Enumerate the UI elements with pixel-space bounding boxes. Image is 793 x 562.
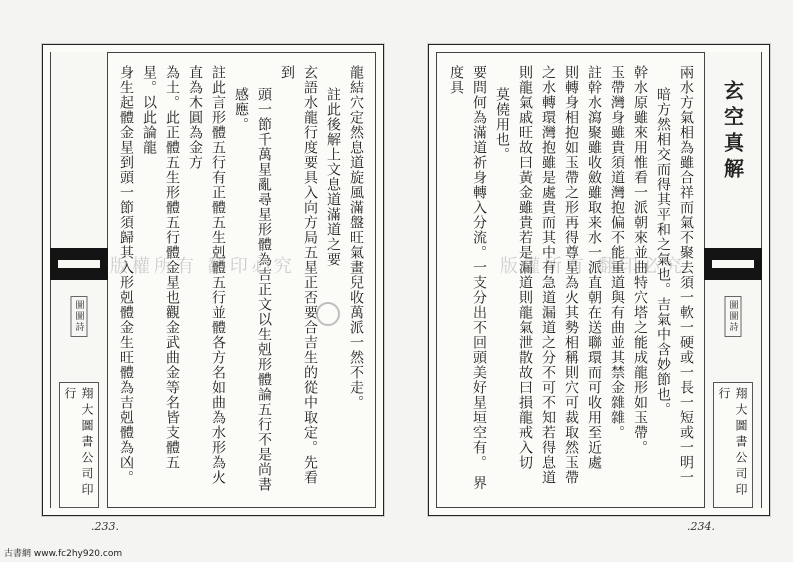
sidebar-band (50, 248, 108, 280)
right-page (428, 44, 770, 533)
sidebar-band (704, 248, 762, 280)
left-page (42, 44, 384, 533)
right-text-body (445, 65, 697, 495)
text-column: 為土。此正體五生形體五行體金星也觀金武曲金等名皆支體五星。以此論龍 (141, 65, 180, 470)
section-label: 圖圖詩 (725, 296, 742, 337)
text-column: 註此後解上文息道滿道之要 (325, 87, 341, 268)
text-column: 註幹水瀉聚雖收斂雖取来水一派直朝在送聯環而可收用至近處 (586, 65, 602, 470)
registered-stamp-icon (316, 302, 340, 326)
footer-credit: 古書網 www.fc2hy920.com (4, 549, 123, 559)
text-column: 要問何為滿道祈身轉入分流。一支分出不回頭美好星垣空有。 界度具 (448, 65, 487, 491)
section-label: 圖圖詩 (71, 296, 88, 337)
watermark: 版權所有 翻印必究 (500, 256, 686, 277)
text-column: 玄語水龍行度要具入向方局五星正否要合吉生的從中取定。先看到 (279, 65, 318, 485)
left-sidebar (50, 52, 108, 508)
text-column: 頭一節千萬星亂尋星形體為吉正文以生剋形體論五行不是尚書感應。 (233, 87, 272, 493)
publisher-label: 翔大圖書公司印行 (59, 382, 99, 508)
text-column: 則龍氣戚旺故曰黃金雖貴若是漏道則龍氣泄散故曰損龍戒入切 (517, 65, 533, 470)
book-title: 玄空真解 (720, 80, 745, 184)
right-sidebar (704, 52, 762, 508)
text-column: 暗方然相交而得其平和之氣也。吉氣中含妙節也。 (655, 87, 671, 418)
text-column: 兩水方氣相為雖合祥而氣不聚去須一軟一硬或一長一短或一明一 (678, 65, 694, 485)
text-column: 莫僥用也。 (494, 87, 510, 163)
left-text-body (115, 65, 367, 495)
text-column: 註此言形體五行有正體五生剋體五行並體各方名如曲為水形為火直為木圓為金方 (187, 65, 226, 485)
text-column: 之水轉環灣抱雖是處貴而其中有急道漏道之分不可不知若得息道 (540, 65, 556, 485)
text-column: 玉帶灣身雖貴須道灣抱偏不能重道與有曲並其禁金雜雜。 (609, 65, 625, 440)
page-number: .234. (687, 520, 715, 533)
page-number: .233. (91, 520, 119, 533)
watermark: 版權所有 翻印必究 (110, 256, 296, 277)
text-column: 身生起體金星到頭一節須歸其入形剋體金生旺體為吉剋體為凶。 (118, 65, 134, 485)
text-column: 則轉身相抱如玉帶之形再得尊星為火其勢相稱則穴可裁取然玉帶 (563, 65, 579, 485)
text-column: 幹水原雖來用惟看一派朝來並曲特穴塔之能成龍形如玉帶。 (632, 65, 648, 455)
publisher-label: 翔大圖書公司印行 (713, 382, 753, 508)
text-column: 龍結穴定然息道旋風滿盤旺氣畫兒收萬派一然不走。 (348, 65, 364, 410)
